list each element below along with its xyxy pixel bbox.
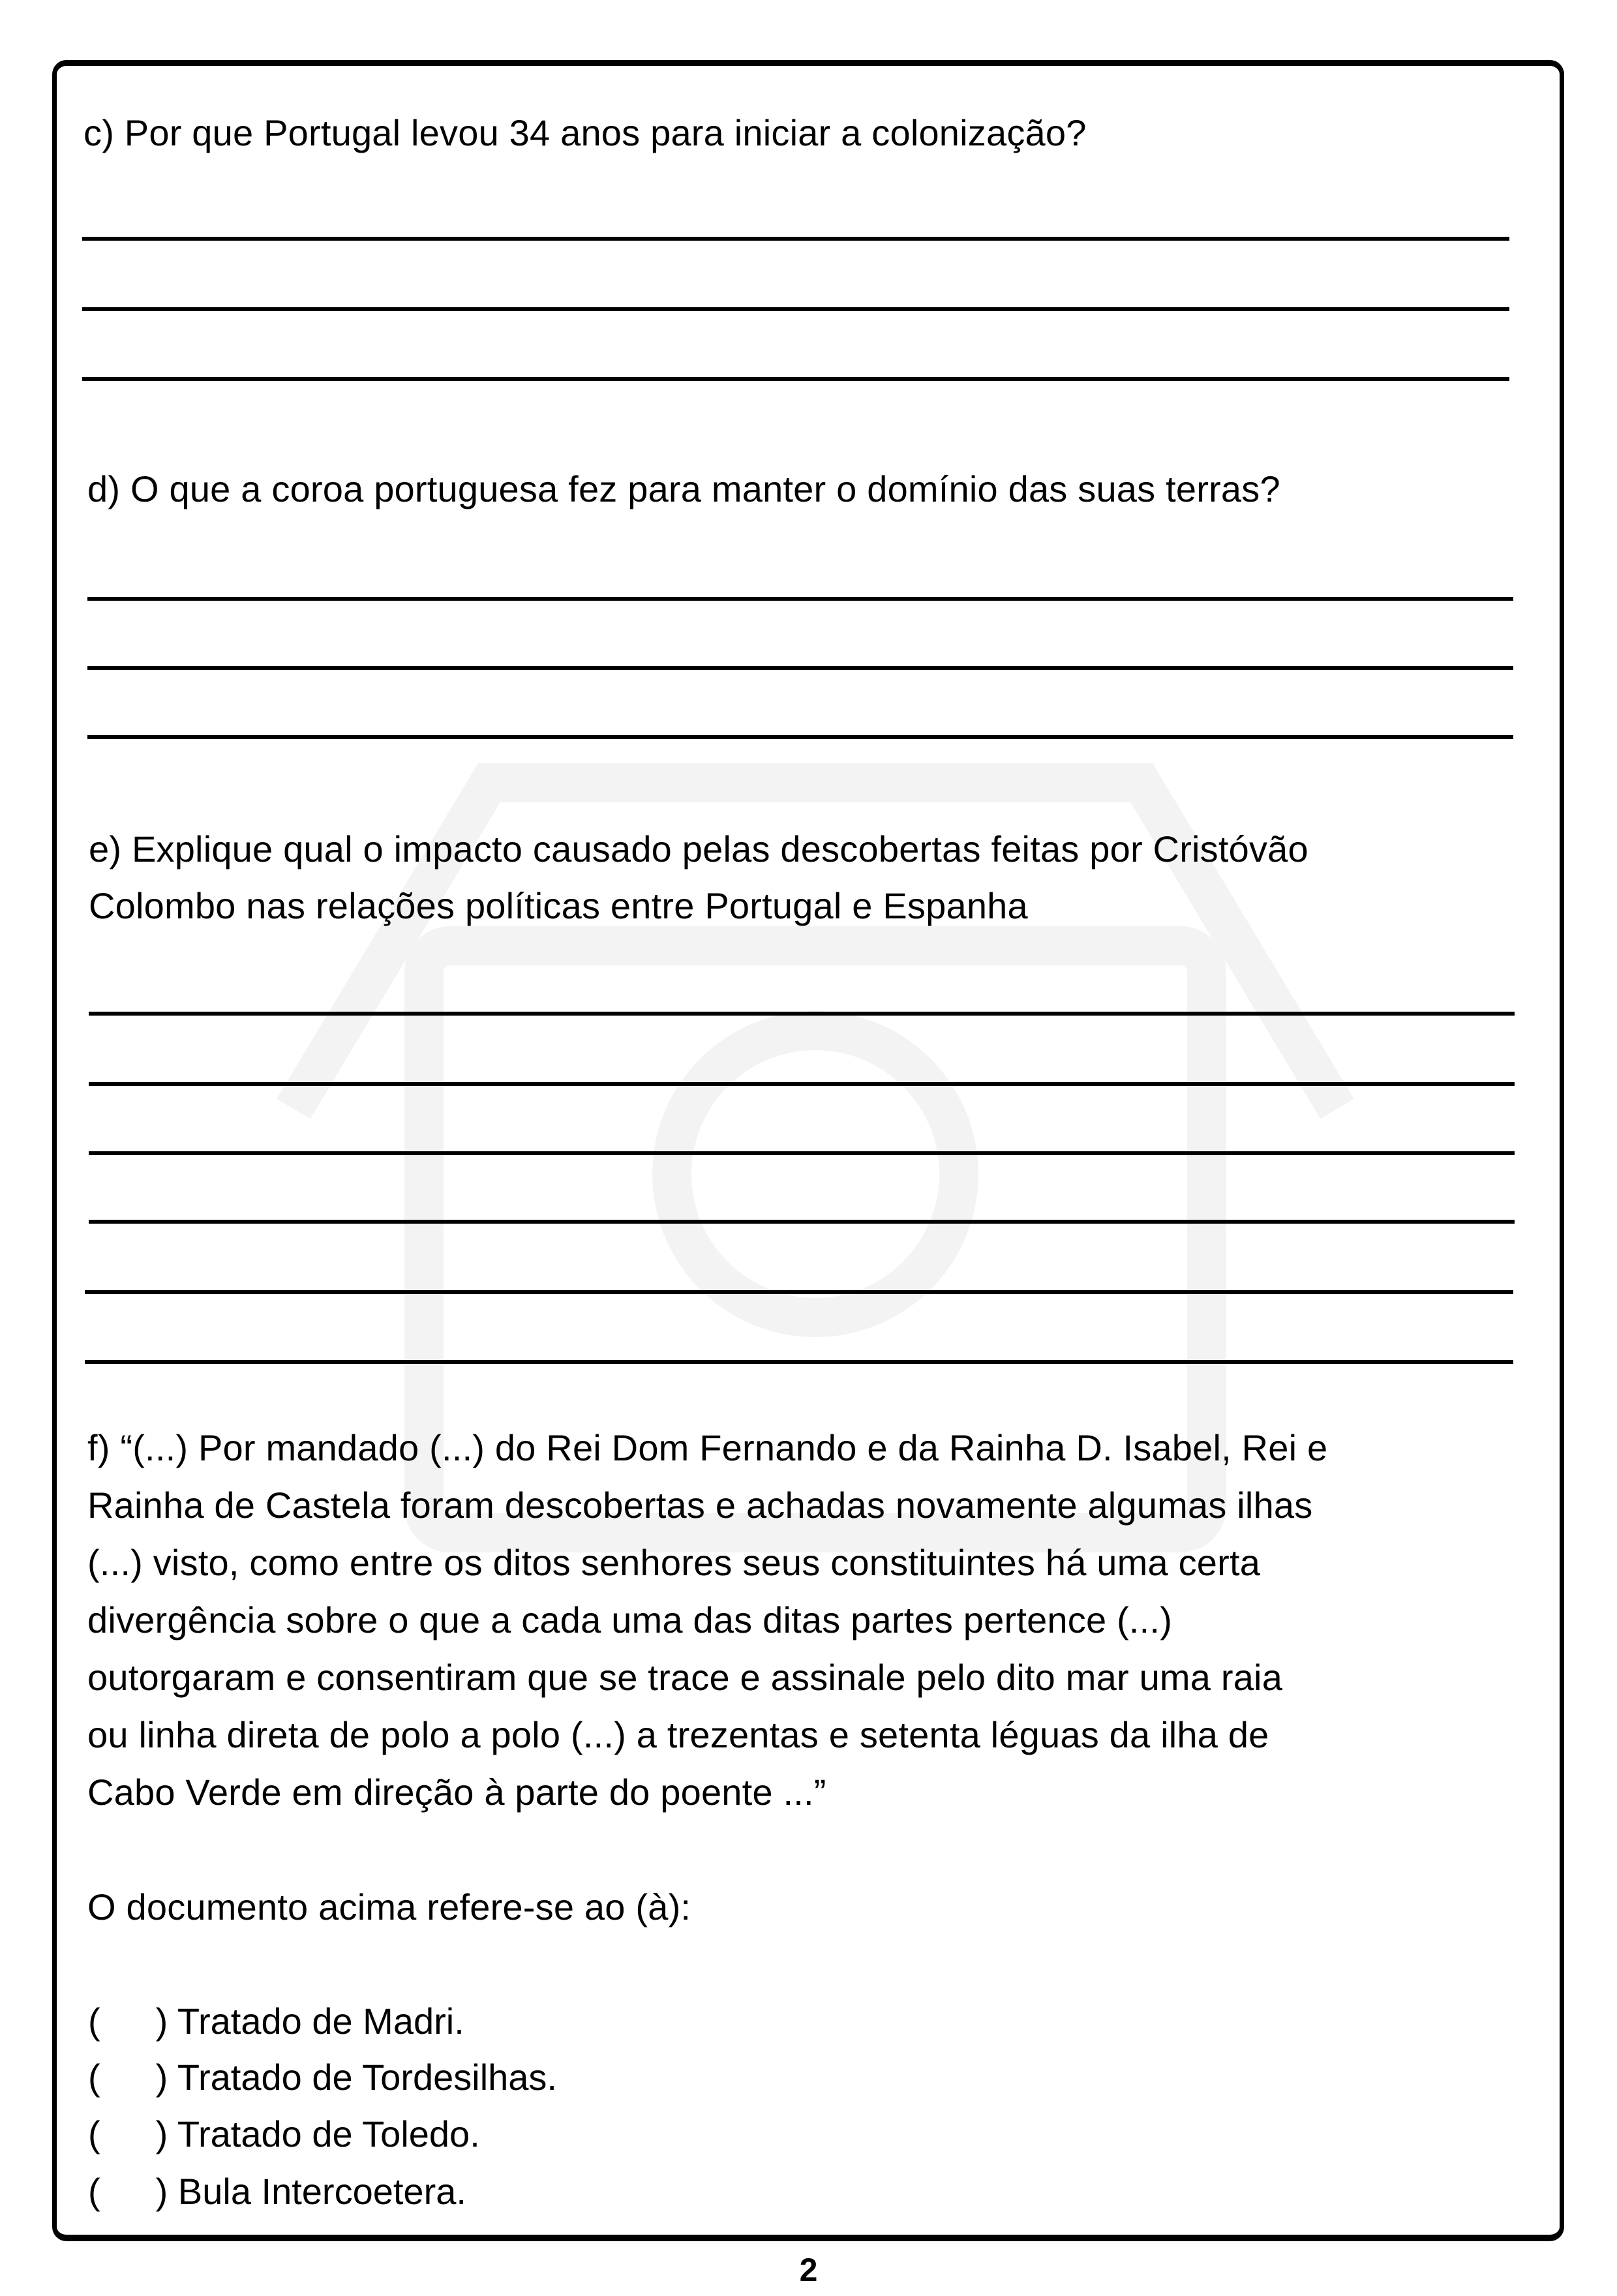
quote-line: (...) visto, como entre os ditos senhores seus constituintes há uma certa [87,1542,1261,1583]
checkbox-close-paren: ) [155,2057,168,2098]
option-label: Bula Intercoetera. [177,2171,466,2212]
answer-line[interactable] [87,597,1513,601]
question-c: c) Por que Portugal levou 34 anos para iniciar a colonização? [83,112,1087,153]
answer-line[interactable] [82,377,1509,381]
watermark-circle-shape [672,1031,959,1318]
question-e-line-1: e) Explique qual o impacto causado pelas descobertas feitas por Cristóvão [89,828,1308,869]
answer-line[interactable] [85,1360,1513,1364]
option-bula-intercoetera[interactable] [88,2163,466,2220]
quote-line: outorgaram e consentiram que se trace e assinale pelo dito mar uma raia [87,1657,1283,1698]
checkbox-open-paren[interactable]: ( [88,2057,100,2098]
answer-line[interactable] [89,1220,1515,1224]
checkbox-open-paren[interactable]: ( [88,2113,100,2154]
answer-line[interactable] [89,1082,1515,1086]
option-tratado-madri[interactable] [88,1993,464,2050]
option-tratado-toledo[interactable] [88,2106,480,2163]
question-e-line-2: Colombo nas relações políticas entre Portugal e Espanha [89,885,1028,926]
checkbox-close-paren: ) [155,2113,168,2154]
answer-line[interactable] [82,237,1509,241]
quote-line: Cabo Verde em direção à parte do poente ...” [87,1772,826,1813]
answer-line[interactable] [87,666,1513,670]
quote-line: ou linha direta de polo a polo (...) a trezentas e setenta léguas da ilha de [87,1714,1269,1755]
answer-line[interactable] [85,1290,1513,1294]
option-label: Tratado de Madri. [177,2001,464,2042]
quote-line: Rainha de Castela foram descobertas e achadas novamente algumas ilhas [87,1485,1313,1526]
option-label: Tratado de Tordesilhas. [177,2057,557,2098]
option-tratado-tordesilhas[interactable] [88,2049,557,2106]
checkbox-open-paren[interactable]: ( [88,2171,100,2212]
question-f-prompt: O documento acima refere-se ao (à): [87,1886,691,1927]
answer-line[interactable] [89,1151,1515,1155]
option-label: Tratado de Toledo. [177,2113,480,2154]
quote-line: f) “(...) Por mandado (...) do Rei Dom Fernando e da Rainha D. Isabel, Rei e [87,1427,1328,1468]
answer-line[interactable] [89,1012,1515,1016]
page-number: 2 [799,2252,818,2288]
checkbox-close-paren: ) [155,2171,168,2212]
checkbox-open-paren[interactable]: ( [88,2001,100,2042]
quote-line: divergência sobre o que a cada uma das ditas partes pertence (...) [87,1599,1173,1640]
checkbox-close-paren: ) [155,2001,168,2042]
answer-line[interactable] [87,735,1513,739]
question-d: d) O que a coroa portuguesa fez para manter o domínio das suas terras? [87,468,1280,509]
answer-line[interactable] [82,307,1509,311]
